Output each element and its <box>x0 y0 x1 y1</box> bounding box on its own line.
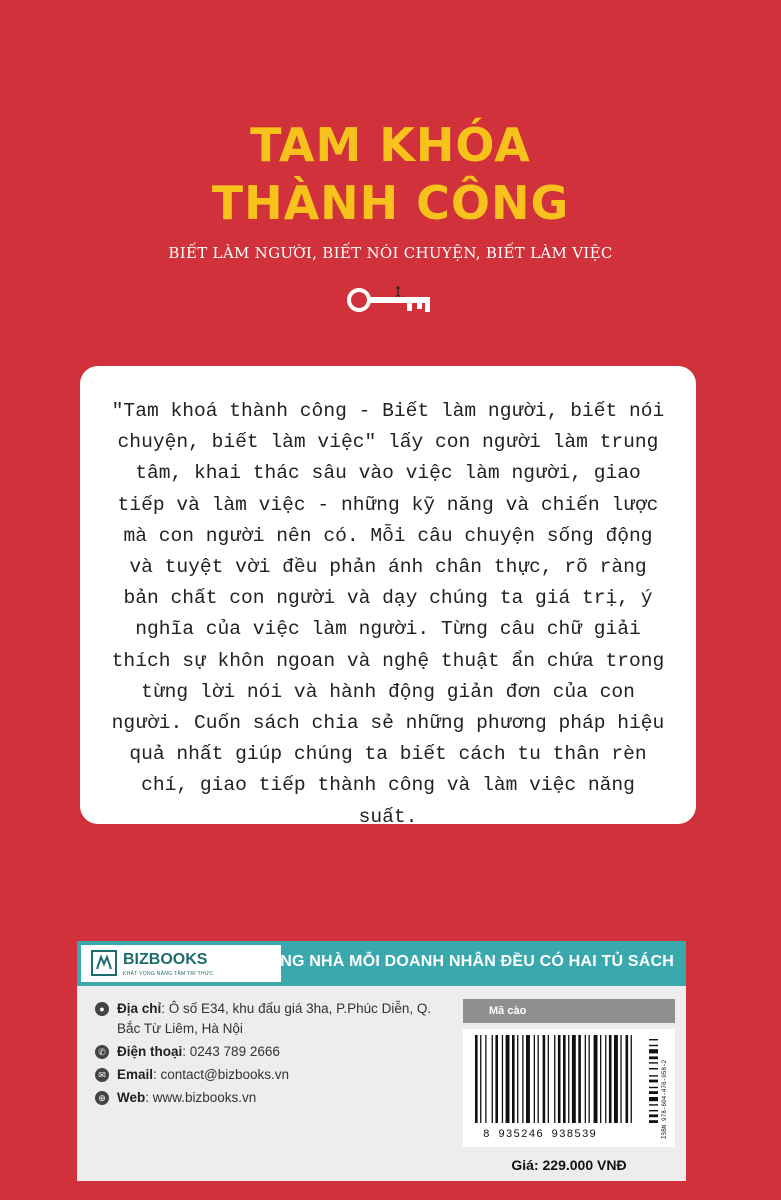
phone-value: : 0243 789 2666 <box>182 1044 280 1059</box>
barcode-number: 8 935246 938539 <box>483 1129 598 1141</box>
phone-label: Điện thoại <box>117 1044 183 1059</box>
phone-icon: ✆ <box>95 1045 109 1059</box>
scratch-code-label: Mã cào <box>463 999 675 1023</box>
location-icon: ● <box>95 1002 109 1016</box>
email-row <box>95 1065 445 1085</box>
price-label: Giá: 229.000 VNĐ <box>511 1157 627 1173</box>
email-label: Email <box>117 1067 154 1082</box>
logo-tagline: KHÁT VỌNG NÂNG TẦM TRI THỨC <box>123 971 214 977</box>
email-value: : contact@bizbooks.vn <box>153 1067 290 1082</box>
phone-row <box>95 1042 445 1062</box>
publisher-band <box>77 941 686 986</box>
email-icon: ✉ <box>95 1068 109 1082</box>
globe-icon: ⊕ <box>95 1091 109 1105</box>
publisher-footer <box>77 941 686 1181</box>
web-value: : www.bizbooks.vn <box>145 1090 257 1105</box>
subtitle: BIẾT LÀM NGƯỜI, BIẾT NÓI CHUYỆN, BIẾT LÀM VIỆC <box>168 244 613 262</box>
barcode-icon <box>473 1035 643 1127</box>
title-line-2: THÀNH CÔNG <box>211 176 570 230</box>
address-value: : Ô số E34, khu đấu giá 3ha, P.Phúc Diễn, Q. Bắc Từ Liêm, Hà Nội <box>117 1001 432 1036</box>
address-label: Địa chỉ <box>117 1001 162 1016</box>
isbn-barcode-icon <box>649 1039 659 1139</box>
logo-text: BIZBOOKS <box>123 951 208 968</box>
description-text: "Tam khoá thành công - Biết làm người, biết nói chuyện, biết làm việc" lấy con người làm trung tâm, khai thác sâu vào việc làm người, giao tiếp và làm việc - những kỹ năng và chiến lược mà con người nên có. Mỗi câu chuyện sống động và tuyệt vời đều phản ánh chân thực, rõ ràng bản chất con người và dạy chúng ta giá trị, ý nghĩa của việc làm người. Từng câu chữ giải thích sự khôn ngoan và nghệ thuật ẩn chứa trong từng lời nói và hành động giản đơn của con người. Cuốn sách chia sẻ những phương pháp hiệu quả nhất giúp chúng ta biết cách tu thân rèn chí, giao tiếp thành công và làm việc năng suất. <box>111 400 665 828</box>
isbn-text: ISBN 978-604-476-058-2 <box>661 1059 668 1139</box>
address-row <box>95 999 445 1039</box>
title-line-1: TAM KHÓA <box>250 118 531 172</box>
web-row <box>95 1088 445 1108</box>
contact-list <box>95 999 445 1111</box>
key-icon <box>345 283 435 317</box>
publisher-slogan: TRONG NHÀ MỖI DOANH NHÂN ĐỀU CÓ HAI TỦ SÁCH <box>245 953 674 970</box>
barcode-box <box>463 1029 675 1147</box>
description-box <box>80 366 696 828</box>
web-label: Web <box>117 1090 146 1105</box>
logo-book-icon <box>91 950 117 976</box>
